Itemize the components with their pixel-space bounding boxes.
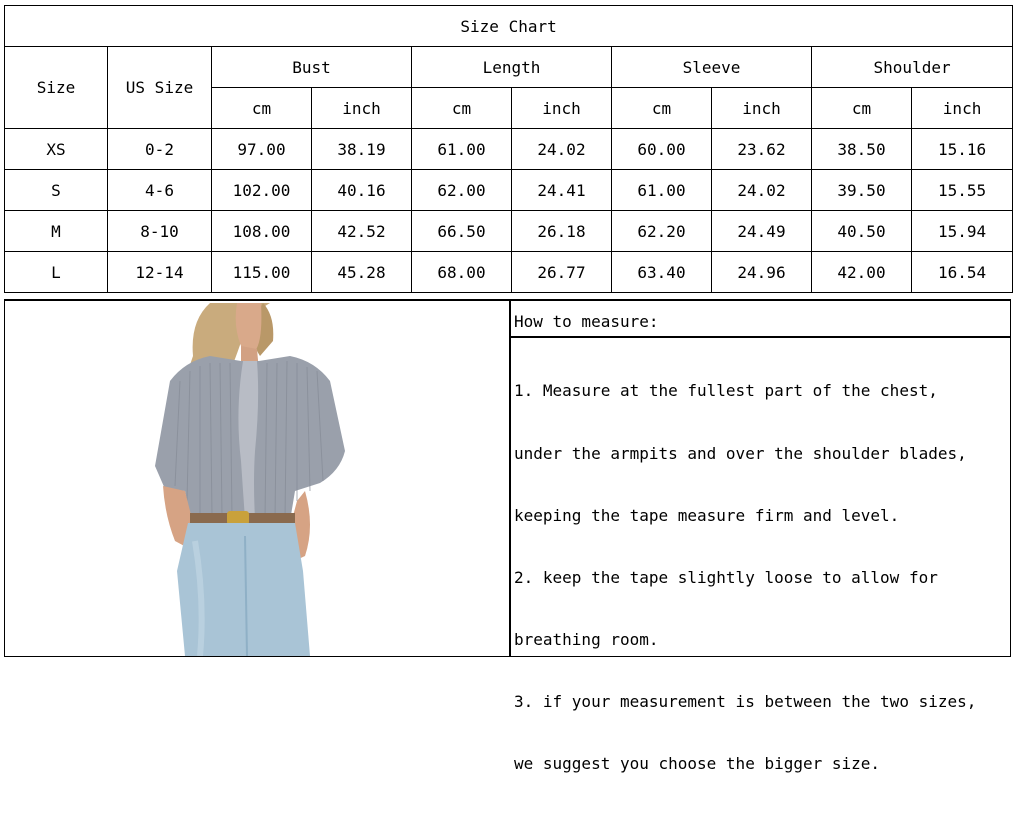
table-cell: 97.00	[212, 129, 312, 170]
table-cell: 39.50	[812, 170, 912, 211]
table-cell: 61.00	[412, 129, 512, 170]
size-chart-title: Size Chart	[5, 6, 1013, 47]
table-row	[5, 129, 1013, 170]
table-cell: XS	[5, 129, 108, 170]
table-cell: 24.49	[712, 211, 812, 252]
table-cell: 40.50	[812, 211, 912, 252]
unit-header: cm	[612, 88, 712, 129]
instruction-line: 2. keep the tape slightly loose to allow for	[514, 567, 938, 587]
size-header: Size	[5, 47, 108, 129]
sleeve-header: Sleeve	[612, 47, 812, 88]
table-cell: 115.00	[212, 252, 312, 293]
table-row	[5, 170, 1013, 211]
shoulder-header: Shoulder	[812, 47, 1013, 88]
bust-header: Bust	[212, 47, 412, 88]
table-cell: 16.54	[912, 252, 1013, 293]
table-cell: 63.40	[612, 252, 712, 293]
table-cell: L	[5, 252, 108, 293]
table-cell: 24.02	[712, 170, 812, 211]
table-cell: 68.00	[412, 252, 512, 293]
table-cell: 60.00	[612, 129, 712, 170]
how-to-measure-instructions	[514, 340, 1006, 816]
size-chart-table	[4, 5, 1013, 293]
instruction-line: we suggest you choose the bigger size.	[514, 754, 881, 774]
table-row	[5, 211, 1013, 252]
table-cell: 62.00	[412, 170, 512, 211]
model-wearing-blouse-image	[5, 301, 509, 656]
length-header: Length	[412, 47, 612, 88]
instruction-line: breathing room.	[514, 629, 659, 649]
table-cell: 108.00	[212, 211, 312, 252]
table-cell: 66.50	[412, 211, 512, 252]
table-cell: 61.00	[612, 170, 712, 211]
instruction-line: under the armpits and over the shoulder blades,	[514, 443, 967, 463]
instruction-line: 1. Measure at the fullest part of the chest,	[514, 381, 938, 401]
table-cell: 62.20	[612, 211, 712, 252]
table-cell: 45.28	[312, 252, 412, 293]
table-cell: 42.00	[812, 252, 912, 293]
instruction-line: keeping the tape measure firm and level.	[514, 505, 900, 525]
unit-header: inch	[912, 88, 1013, 129]
table-cell: 42.52	[312, 211, 412, 252]
table-cell: 8-10	[108, 211, 212, 252]
measure-section	[4, 299, 1011, 774]
unit-header: inch	[512, 88, 612, 129]
table-cell: 26.18	[512, 211, 612, 252]
table-cell: 0-2	[108, 129, 212, 170]
table-cell: 4-6	[108, 170, 212, 211]
table-cell: 15.94	[912, 211, 1013, 252]
table-cell: 102.00	[212, 170, 312, 211]
unit-header: cm	[212, 88, 312, 129]
table-cell: 38.50	[812, 129, 912, 170]
us-size-header: US Size	[108, 47, 212, 129]
how-to-measure-title: How to measure:	[511, 301, 1010, 338]
table-cell: 12-14	[108, 252, 212, 293]
unit-header: cm	[412, 88, 512, 129]
unit-header: inch	[712, 88, 812, 129]
table-cell: M	[5, 211, 108, 252]
table-cell: 24.41	[512, 170, 612, 211]
table-cell: 15.16	[912, 129, 1013, 170]
table-cell: 24.96	[712, 252, 812, 293]
unit-header: inch	[312, 88, 412, 129]
table-cell: 24.02	[512, 129, 612, 170]
table-cell: S	[5, 170, 108, 211]
table-cell: 38.19	[312, 129, 412, 170]
how-to-measure-panel	[511, 301, 1010, 774]
unit-header: cm	[812, 88, 912, 129]
table-cell: 23.62	[712, 129, 812, 170]
table-cell: 15.55	[912, 170, 1013, 211]
table-cell: 40.16	[312, 170, 412, 211]
table-row	[5, 252, 1013, 293]
instruction-line: 3. if your measurement is between the two sizes,	[514, 691, 977, 711]
table-cell: 26.77	[512, 252, 612, 293]
product-photo	[5, 301, 511, 656]
